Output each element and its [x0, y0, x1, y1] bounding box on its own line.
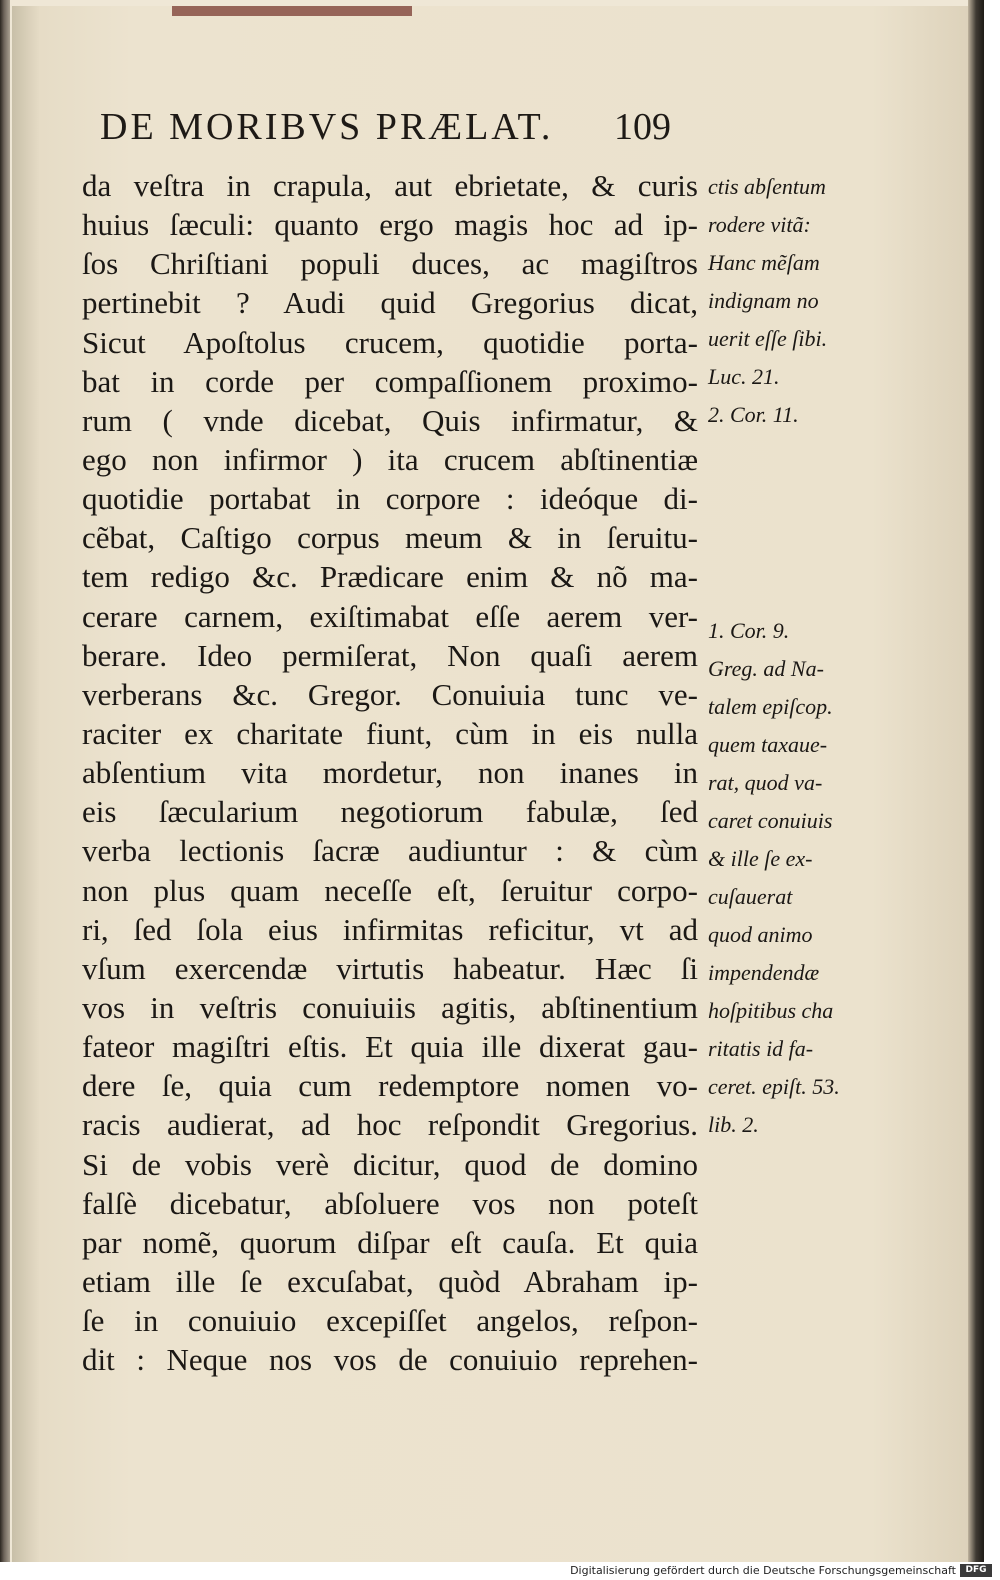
margin-note-line: rat, quod va- [708, 770, 823, 795]
text-line: cẽbat, Caſtigo corpus meum & in ſeruitu- [82, 520, 698, 556]
text-line: abſentium vita mordetur, non inanes in [82, 755, 698, 791]
text-line: ſe in conuiuio excepiſſet angelos, reſpon- [82, 1303, 698, 1339]
text-line: dere ſe, quia cum redemptore nomen vo- [82, 1068, 698, 1104]
text-line: verberans &c. Gregor. Conuiuia tunc ve- [82, 676, 698, 712]
margin-note-line: ritatis id fa- [708, 1036, 814, 1061]
margin-note-line: cuſauerat [708, 884, 793, 909]
text-line: non plus quam neceſſe eſt, ſeruitur corpo- [82, 872, 698, 908]
margin-note-line: ctis abſentum [708, 174, 826, 199]
margin-note-line: 2. Cor. 11. [708, 402, 799, 427]
text-line: tem redigo &c. Prædicare enim & nõ ma- [82, 559, 698, 595]
book-page-stack-left [0, 0, 10, 1562]
text-line: falſè dicebatur, abſoluere vos non poteſt [82, 1185, 698, 1221]
text-line: ego non infirmor ) ita crucem abſtinentiæ [82, 441, 698, 477]
running-head: DE MORIBVS PRÆLAT. [100, 106, 554, 148]
text-line: ri, ſed ſola eius infirmitas reficitur, vt ad [82, 911, 698, 947]
text-line: vſum exercendæ virtutis habeatur. Hæc ſi [82, 950, 698, 986]
margin-note-line: & ille ſe ex- [708, 846, 813, 871]
text-line: fateor magiſtri eſtis. Et quia ille dixerat gau- [82, 1029, 698, 1065]
margin-note-line: rodere vitã: [708, 212, 811, 237]
margin-note-line: caret conuiuis [708, 808, 833, 833]
book-page-stack-right [968, 0, 984, 1562]
text-line: par nomẽ, quorum diſpar eſt cauſa. Et quia [82, 1224, 698, 1260]
margin-note-line: Greg. ad Na- [708, 656, 824, 681]
margin-note-line: quem taxaue- [708, 732, 828, 757]
body-text [82, 166, 698, 1379]
text-line: da veſtra in crapula, aut ebrietate, & curis [82, 168, 698, 203]
ribbon-marker [172, 6, 412, 16]
dfg-logo: DFG [960, 1564, 992, 1577]
margin-note-line: impendendæ [708, 960, 820, 985]
margin-note-lower [708, 612, 874, 1144]
text-line: Si de vobis verè dicitur, quod de domino [82, 1146, 698, 1182]
text-line: vos in veſtris conuiuiis agitis, abſtinentium [82, 989, 698, 1025]
text-line: huius ſæculi: quanto ergo magis hoc ad ip- [82, 207, 698, 243]
margin-note-line: Hanc mẽſam [708, 250, 820, 275]
text-line: dit : Neque nos vos de conuiuio reprehen- [82, 1342, 698, 1378]
margin-note-line: 1. Cor. 9. [708, 618, 790, 643]
text-line: Sicut Apoſtolus crucem, quotidie porta- [82, 324, 698, 360]
margin-note-line: Luc. 21. [708, 364, 780, 389]
margin-note-line: talem epiſcop. [708, 694, 833, 719]
text-line: berare. Ideo permiſerat, Non quaſi aerem [82, 637, 698, 673]
text-line: raciter ex charitate fiunt, cùm in eis nulla [82, 715, 698, 751]
text-line: racis audierat, ad hoc reſpondit Gregorius. [82, 1107, 698, 1143]
margin-note-line: hoſpitibus cha [708, 998, 834, 1023]
text-line: eis ſæcularium negotiorum fabulæ, ſed [82, 794, 698, 830]
margin-note-line: indignam no [708, 288, 819, 313]
text-line: ſos Chriſtiani populi duces, ac magiſtros [82, 246, 698, 282]
text-line: rum ( vnde dicebat, Quis infirmatur, & [82, 402, 698, 438]
page-number: 109 [614, 106, 671, 148]
margin-note-upper [708, 168, 874, 434]
margin-note-line: ceret. epiſt. 53. [708, 1074, 840, 1099]
text-line: quotidie portabat in corpore : ideóque di- [82, 481, 698, 517]
margin-note-line: lib. 2. [708, 1112, 759, 1137]
funding-credit: Digitalisierung gefördert durch die Deutsche Forschungsgemeinschaft [570, 1564, 956, 1577]
text-line: cerare carnem, exiſtimabat eſſe aerem ver- [82, 598, 698, 634]
text-line: pertinebit ? Audi quid Gregorius dicat, [82, 285, 698, 321]
text-line: bat in corde per compaſſionem proximo- [82, 363, 698, 399]
text-line: etiam ille ſe excuſabat, quòd Abraham ip- [82, 1263, 698, 1299]
text-line: verba lectionis ſacræ audiuntur : & cùm [82, 833, 698, 869]
margin-note-line: quod animo [708, 922, 813, 947]
margin-note-line: uerit eſſe ſibi. [708, 326, 828, 351]
